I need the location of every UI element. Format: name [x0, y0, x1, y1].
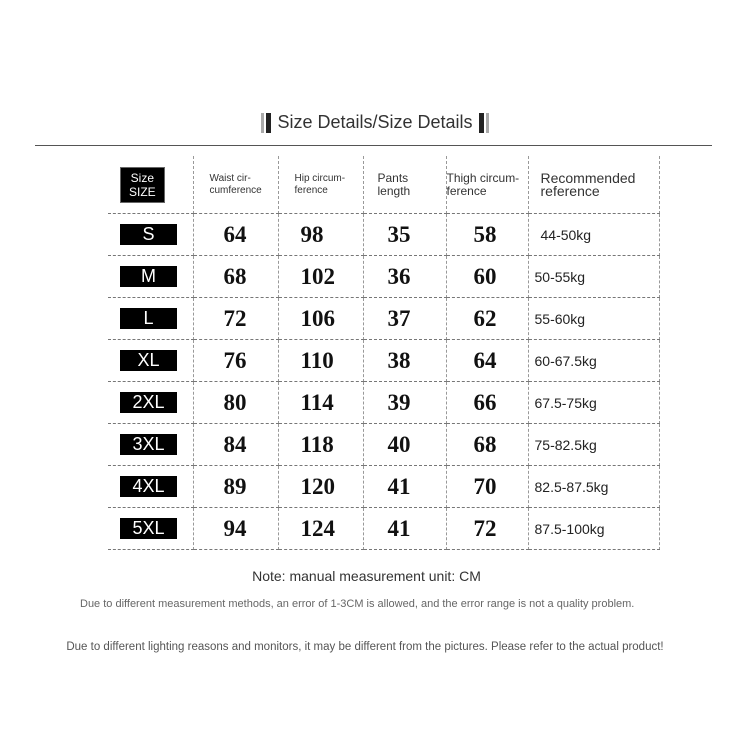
- hip-value: 106: [278, 298, 363, 340]
- weight-value: 82.5-87.5kg: [528, 466, 659, 508]
- title-divider: [35, 145, 712, 146]
- hip-value: 102: [278, 256, 363, 298]
- measurement-note: Note: manual measurement unit: CM: [252, 568, 481, 584]
- weight-value: 60-67.5kg: [528, 340, 659, 382]
- waist-value: 72: [193, 298, 278, 340]
- weight-value: 87.5-100kg: [528, 508, 659, 550]
- weight-value: 55-60kg: [528, 298, 659, 340]
- left-bar-decoration: [261, 113, 271, 133]
- error-disclaimer: Due to different measurement methods, an error of 1-3CM is allowed, and the error range is not a quality problem.: [80, 598, 635, 610]
- hip-value: 98: [278, 214, 363, 256]
- header-size: [108, 156, 193, 214]
- weight-value: 75-82.5kg: [528, 424, 659, 466]
- hip-value: 110: [278, 340, 363, 382]
- thigh-value: 58: [446, 214, 528, 256]
- table-row: [108, 424, 659, 466]
- table-row: [108, 340, 659, 382]
- size-label: L: [120, 308, 177, 329]
- waist-value: 80: [193, 382, 278, 424]
- waist-value: 94: [193, 508, 278, 550]
- header-row: [108, 156, 659, 214]
- table-row: [108, 508, 659, 550]
- waist-value: 84: [193, 424, 278, 466]
- table-row: [108, 214, 659, 256]
- size-label: XL: [120, 350, 177, 371]
- hip-value: 114: [278, 382, 363, 424]
- length-value: 41: [363, 508, 446, 550]
- thigh-value: 68: [446, 424, 528, 466]
- weight-value: 67.5-75kg: [528, 382, 659, 424]
- length-value: 37: [363, 298, 446, 340]
- length-value: 36: [363, 256, 446, 298]
- thigh-value: 70: [446, 466, 528, 508]
- hip-value: 120: [278, 466, 363, 508]
- thigh-value: 66: [446, 382, 528, 424]
- table-row: [108, 256, 659, 298]
- size-label: 4XL: [120, 476, 177, 497]
- title-area: [0, 112, 750, 142]
- length-value: 38: [363, 340, 446, 382]
- size-details-title: [261, 112, 488, 133]
- hip-value: 118: [278, 424, 363, 466]
- length-value: 39: [363, 382, 446, 424]
- size-label: 3XL: [120, 434, 177, 455]
- table-row: [108, 298, 659, 340]
- waist-value: 64: [193, 214, 278, 256]
- weight-value: 50-55kg: [528, 256, 659, 298]
- table-row: [108, 466, 659, 508]
- title-text: Size Details/Size Details: [277, 112, 473, 132]
- thigh-value: 64: [446, 340, 528, 382]
- length-value: 35: [363, 214, 446, 256]
- table-row: [108, 382, 659, 424]
- header-waist: Waist cir- cumference: [193, 156, 278, 214]
- thigh-value: 62: [446, 298, 528, 340]
- header-pants-length: Pants length: [363, 156, 446, 214]
- header-thigh: Thigh circum- ference: [446, 156, 528, 214]
- header-recommended: Recommended reference: [528, 156, 659, 214]
- length-value: 40: [363, 424, 446, 466]
- size-label: 5XL: [120, 518, 177, 539]
- waist-value: 76: [193, 340, 278, 382]
- waist-value: 68: [193, 256, 278, 298]
- size-label: S: [120, 224, 177, 245]
- size-header-badge: Size SIZE: [120, 167, 165, 203]
- header-hip: Hip circum- ference: [278, 156, 363, 214]
- waist-value: 89: [193, 466, 278, 508]
- size-label: 2XL: [120, 392, 177, 413]
- lighting-disclaimer: Due to different lighting reasons and monitors, it may be different from the pictures. Please refer to the actual product!: [66, 641, 664, 653]
- size-label: M: [120, 266, 177, 287]
- hip-value: 124: [278, 508, 363, 550]
- right-bar-decoration: [479, 113, 489, 133]
- length-value: 41: [363, 466, 446, 508]
- weight-value: 44-50kg: [528, 214, 659, 256]
- size-table: [108, 156, 660, 550]
- thigh-value: 60: [446, 256, 528, 298]
- thigh-value: 72: [446, 508, 528, 550]
